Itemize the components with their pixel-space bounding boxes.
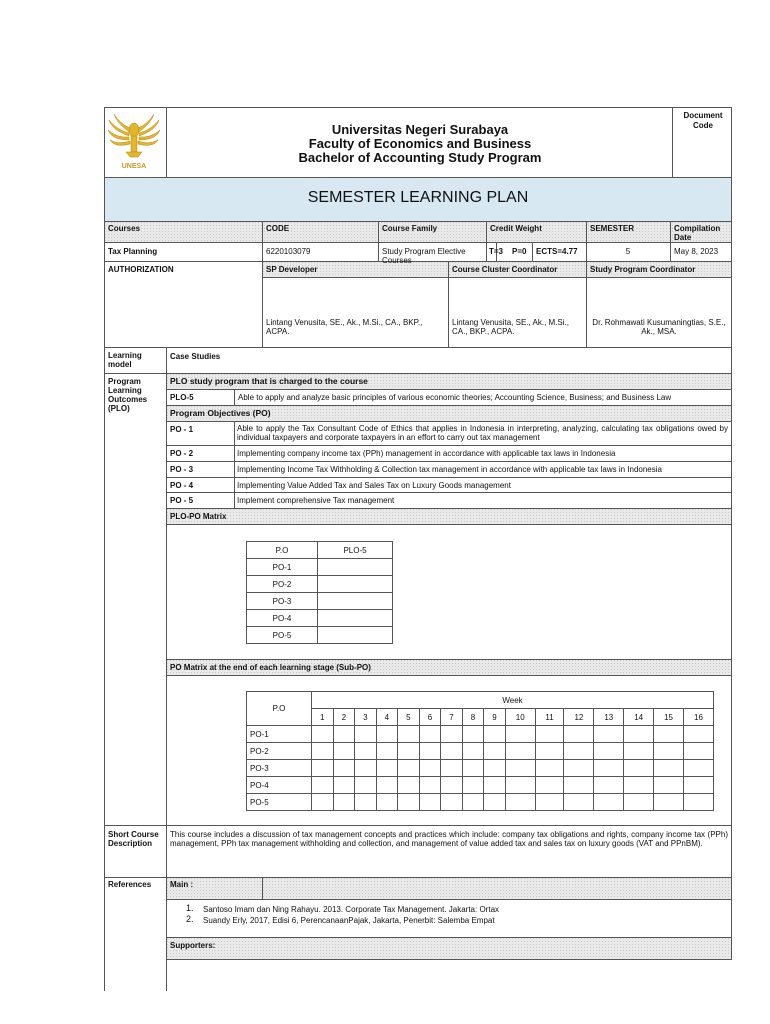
sub-po-cell bbox=[624, 743, 654, 760]
week-10: 10 bbox=[505, 709, 535, 726]
program-coordinator-label: Study Program Coordinator bbox=[590, 265, 696, 274]
sub-po-cell bbox=[535, 726, 564, 743]
sub-po-cell bbox=[419, 743, 441, 760]
sub-po-cell bbox=[505, 743, 535, 760]
program-coordinator-name: Dr. Rohmawati Kusumaningtias, S.E., Ak., MSA. bbox=[592, 318, 726, 336]
references-main-row bbox=[166, 877, 732, 899]
po-1-text: Able to apply the Tax Consultant Code of Ethics that applies in Indonesia in interpreting, analyzing, calculating tax obligations owed by individual taxpayers and corporate taxpayers in an effort to carry out tax management bbox=[237, 424, 728, 442]
week-14: 14 bbox=[624, 709, 654, 726]
week-12: 12 bbox=[564, 709, 594, 726]
sub-po-cell bbox=[564, 726, 594, 743]
credit-p: P=0 bbox=[512, 247, 527, 256]
sub-po-cell bbox=[684, 794, 714, 811]
sub-po-cell bbox=[505, 760, 535, 777]
courses-label: Courses bbox=[108, 224, 141, 233]
sub-po-cell bbox=[398, 743, 420, 760]
table-row bbox=[247, 542, 393, 559]
sub-po-cell bbox=[355, 794, 377, 811]
references-label: References bbox=[108, 880, 152, 889]
sub-po-cell bbox=[654, 777, 684, 794]
sub-po-cell bbox=[624, 760, 654, 777]
sub-po-cell bbox=[398, 760, 420, 777]
sub-po-cell bbox=[441, 726, 463, 743]
faculty-name: Faculty of Economics and Business bbox=[308, 136, 532, 151]
sub-po-cell bbox=[624, 726, 654, 743]
sub-po-cell bbox=[312, 777, 334, 794]
table-row bbox=[247, 777, 714, 794]
sub-po-cell bbox=[684, 726, 714, 743]
sub-po-cell bbox=[535, 743, 564, 760]
sub-po-cell bbox=[594, 794, 624, 811]
matrix-row-label: PO-3 bbox=[247, 593, 318, 610]
sub-po-cell bbox=[441, 743, 463, 760]
reference-item-2: Suandy Erly, 2017, Edisi 6, PerencanaanPajak, Jakarta, Penerbit: Salemba Empat bbox=[203, 916, 495, 925]
sub-po-cell bbox=[333, 726, 355, 743]
table-row bbox=[247, 760, 714, 777]
sub-po-cell bbox=[441, 777, 463, 794]
plo-po-matrix-row bbox=[166, 508, 732, 524]
sub-po-row-label: PO-3 bbox=[247, 760, 312, 777]
po-5-text: Implement comprehensive Tax management bbox=[237, 496, 395, 505]
sub-po-cell bbox=[505, 777, 535, 794]
sub-po-cell bbox=[419, 794, 441, 811]
po-1-code: PO - 1 bbox=[170, 425, 194, 434]
table-row bbox=[247, 576, 393, 593]
logo bbox=[106, 112, 162, 172]
po-3-text: Implementing Income Tax Withholding & Collection tax management in accordance with applicable tax laws in Indonesia bbox=[237, 465, 662, 474]
sub-po-cell bbox=[462, 760, 484, 777]
sub-po-cell bbox=[624, 794, 654, 811]
sub-po-cell bbox=[654, 743, 684, 760]
sub-po-cell bbox=[398, 777, 420, 794]
description-label: Short Course Description bbox=[108, 830, 159, 848]
sub-po-cell bbox=[564, 760, 594, 777]
table-row bbox=[247, 627, 393, 644]
week-16: 16 bbox=[684, 709, 714, 726]
sub-po-label: PO Matrix at the end of each learning stage (Sub-PO) bbox=[170, 663, 371, 672]
sub-po-cell bbox=[462, 794, 484, 811]
sub-po-cell bbox=[535, 794, 564, 811]
learning-model-label: Learning model bbox=[108, 351, 142, 369]
sub-po-cell bbox=[333, 743, 355, 760]
table-row bbox=[247, 593, 393, 610]
week-2: 2 bbox=[333, 709, 355, 726]
compilation-date-label: Compilation Date bbox=[674, 224, 721, 242]
sub-po-cell bbox=[684, 743, 714, 760]
po-header-label: Program Objectives (PO) bbox=[170, 408, 271, 418]
sp-developer-label: SP Developer bbox=[266, 265, 318, 274]
sub-po-matrix bbox=[246, 691, 714, 811]
sub-po-cell bbox=[419, 777, 441, 794]
sub-po-cell bbox=[564, 794, 594, 811]
sp-developer-name: Lintang Venusita, SE., Ak., M.Si., CA., BKP., ACPA. bbox=[266, 318, 423, 336]
sub-po-cell bbox=[535, 777, 564, 794]
week-11: 11 bbox=[535, 709, 564, 726]
po-4-text: Implementing Value Added Tax and Sales Tax on Luxury Goods management bbox=[237, 481, 511, 490]
sub-po-cell bbox=[312, 743, 334, 760]
description-text: This course includes a discussion of tax management concepts and practices which include: company tax obligations and rights, company income tax (PPh) management, PPh tax management withholding and collection, and management of value added tax and sales tax on luxury goods (VAT and PPnBM). bbox=[170, 830, 728, 848]
sub-po-cell bbox=[355, 777, 377, 794]
sub-po-cell bbox=[441, 794, 463, 811]
sub-po-cell bbox=[376, 777, 398, 794]
week-3: 3 bbox=[355, 709, 377, 726]
sub-po-cell bbox=[654, 760, 684, 777]
plo-po-matrix-label: PLO-PO Matrix bbox=[170, 512, 227, 521]
sub-po-cell bbox=[654, 726, 684, 743]
sub-po-cell bbox=[564, 743, 594, 760]
logo-text: UNESA bbox=[121, 163, 147, 170]
po-2-code: PO - 2 bbox=[170, 449, 194, 458]
plo-code: PLO-5 bbox=[170, 393, 194, 402]
sub-po-cell bbox=[564, 777, 594, 794]
supporters-label: Supporters: bbox=[170, 941, 216, 950]
plo-text: Able to apply and analyze basic principles of various economic theories; Accounting Science, Business; and Business Law bbox=[238, 393, 672, 402]
week-7: 7 bbox=[441, 709, 463, 726]
cluster-coordinator-label: Course Cluster Coordinator bbox=[452, 265, 558, 274]
po-5-code: PO - 5 bbox=[170, 496, 194, 505]
po-2-text: Implementing company income tax (PPh) management in accordance with applicable tax laws in Indonesia bbox=[237, 449, 616, 458]
sub-po-cell bbox=[376, 743, 398, 760]
week-4: 4 bbox=[376, 709, 398, 726]
course-family: Study Program Elective Courses bbox=[382, 247, 466, 265]
matrix-row-label: PO-2 bbox=[247, 576, 318, 593]
university-name: Universitas Negeri Surabaya bbox=[331, 122, 509, 137]
sub-po-cell bbox=[355, 726, 377, 743]
sub-po-cell bbox=[684, 760, 714, 777]
sub-po-row-label: PO-5 bbox=[247, 794, 312, 811]
table-row bbox=[247, 743, 714, 760]
week-5: 5 bbox=[398, 709, 420, 726]
matrix-head-plo5: PLO-5 bbox=[318, 542, 393, 559]
program-name: Bachelor of Accounting Study Program bbox=[298, 150, 542, 165]
matrix-row-label: PO-5 bbox=[247, 627, 318, 644]
sub-po-cell bbox=[505, 794, 535, 811]
table-row bbox=[247, 726, 714, 743]
reference-item-1: Santoso Imam dan Ning Rahayu. 2013. Corporate Tax Management. Jakarta: Ortax bbox=[203, 905, 500, 914]
sub-po-cell bbox=[594, 726, 624, 743]
table-row bbox=[247, 794, 714, 811]
compilation-date: May 8, 2023 bbox=[674, 247, 719, 256]
matrix-head-po: P.O bbox=[247, 542, 318, 559]
credit-weight-label: Credit Weight bbox=[490, 224, 542, 233]
table-row bbox=[247, 559, 393, 576]
learning-model-value: Case Studies bbox=[170, 352, 221, 361]
sub-po-cell bbox=[312, 794, 334, 811]
sub-po-cell bbox=[376, 760, 398, 777]
sub-po-cell bbox=[462, 743, 484, 760]
sub-po-row-label: PO-1 bbox=[247, 726, 312, 743]
sub-po-cell bbox=[441, 760, 463, 777]
page-title: SEMESTER LEARNING PLAN bbox=[307, 189, 529, 206]
authorization-label: AUTHORIZATION bbox=[108, 265, 174, 274]
sub-po-cell bbox=[333, 777, 355, 794]
sub-po-cell bbox=[484, 743, 506, 760]
sub-po-row-label: PO-2 bbox=[247, 743, 312, 760]
cluster-coordinator-name: Lintang Venusita, SE., Ak., M.Si., CA., BKP., ACPA. bbox=[452, 318, 569, 336]
sub-po-cell bbox=[484, 726, 506, 743]
week-15: 15 bbox=[654, 709, 684, 726]
course-name: Tax Planning bbox=[108, 247, 158, 256]
credit-ects: ECTS=4.77 bbox=[536, 247, 578, 256]
sub-po-row-label: PO-4 bbox=[247, 777, 312, 794]
sub-po-cell bbox=[355, 743, 377, 760]
sub-head-week: Week bbox=[312, 692, 714, 709]
plo-charged-label: PLO study program that is charged to the course bbox=[170, 376, 368, 386]
course-code: 6220103079 bbox=[266, 247, 311, 256]
sub-po-cell bbox=[462, 726, 484, 743]
sub-po-cell bbox=[624, 777, 654, 794]
plo-po-matrix bbox=[246, 541, 393, 644]
sub-po-cell bbox=[654, 794, 684, 811]
matrix-row-label: PO-1 bbox=[247, 559, 318, 576]
po-4-code: PO - 4 bbox=[170, 481, 194, 490]
sub-po-cell bbox=[462, 777, 484, 794]
week-13: 13 bbox=[594, 709, 624, 726]
supporters-row bbox=[166, 937, 732, 959]
reference-number-1: 1. bbox=[186, 903, 194, 913]
sub-po-cell bbox=[419, 726, 441, 743]
week-1: 1 bbox=[312, 709, 334, 726]
document-code-label: Document Code bbox=[683, 111, 723, 130]
sub-po-cell bbox=[484, 794, 506, 811]
sub-po-cell bbox=[312, 760, 334, 777]
sub-po-cell bbox=[535, 760, 564, 777]
sub-po-cell bbox=[376, 726, 398, 743]
sub-po-cell bbox=[594, 760, 624, 777]
sub-po-cell bbox=[484, 777, 506, 794]
table-row bbox=[247, 610, 393, 627]
plo-label: Program Learning Outcomes (PLO) bbox=[108, 377, 148, 413]
sub-po-cell bbox=[398, 726, 420, 743]
code-label: CODE bbox=[266, 224, 290, 233]
sub-po-cell bbox=[333, 794, 355, 811]
week-8: 8 bbox=[462, 709, 484, 726]
sub-po-cell bbox=[398, 794, 420, 811]
references-main-label: Main : bbox=[170, 880, 194, 889]
sub-po-cell bbox=[594, 777, 624, 794]
semester-label: SEMESTER bbox=[590, 224, 635, 233]
semester-value: 5 bbox=[625, 247, 631, 256]
sub-po-cell bbox=[333, 760, 355, 777]
sub-head-po: P.O bbox=[247, 692, 312, 726]
table-row bbox=[247, 709, 714, 726]
sub-po-cell bbox=[484, 760, 506, 777]
reference-number-2: 2. bbox=[186, 914, 194, 924]
week-6: 6 bbox=[419, 709, 441, 726]
sub-po-cell bbox=[419, 760, 441, 777]
sub-po-cell bbox=[594, 743, 624, 760]
table-row bbox=[247, 692, 714, 709]
po-3-code: PO - 3 bbox=[170, 465, 194, 474]
sub-po-cell bbox=[505, 726, 535, 743]
credit-t: T=3 bbox=[489, 247, 504, 256]
sub-po-cell bbox=[312, 726, 334, 743]
sub-po-cell bbox=[684, 777, 714, 794]
sub-po-cell bbox=[376, 794, 398, 811]
course-family-label: Course Family bbox=[382, 224, 438, 233]
week-9: 9 bbox=[484, 709, 506, 726]
matrix-row-label: PO-4 bbox=[247, 610, 318, 627]
sub-po-cell bbox=[355, 760, 377, 777]
